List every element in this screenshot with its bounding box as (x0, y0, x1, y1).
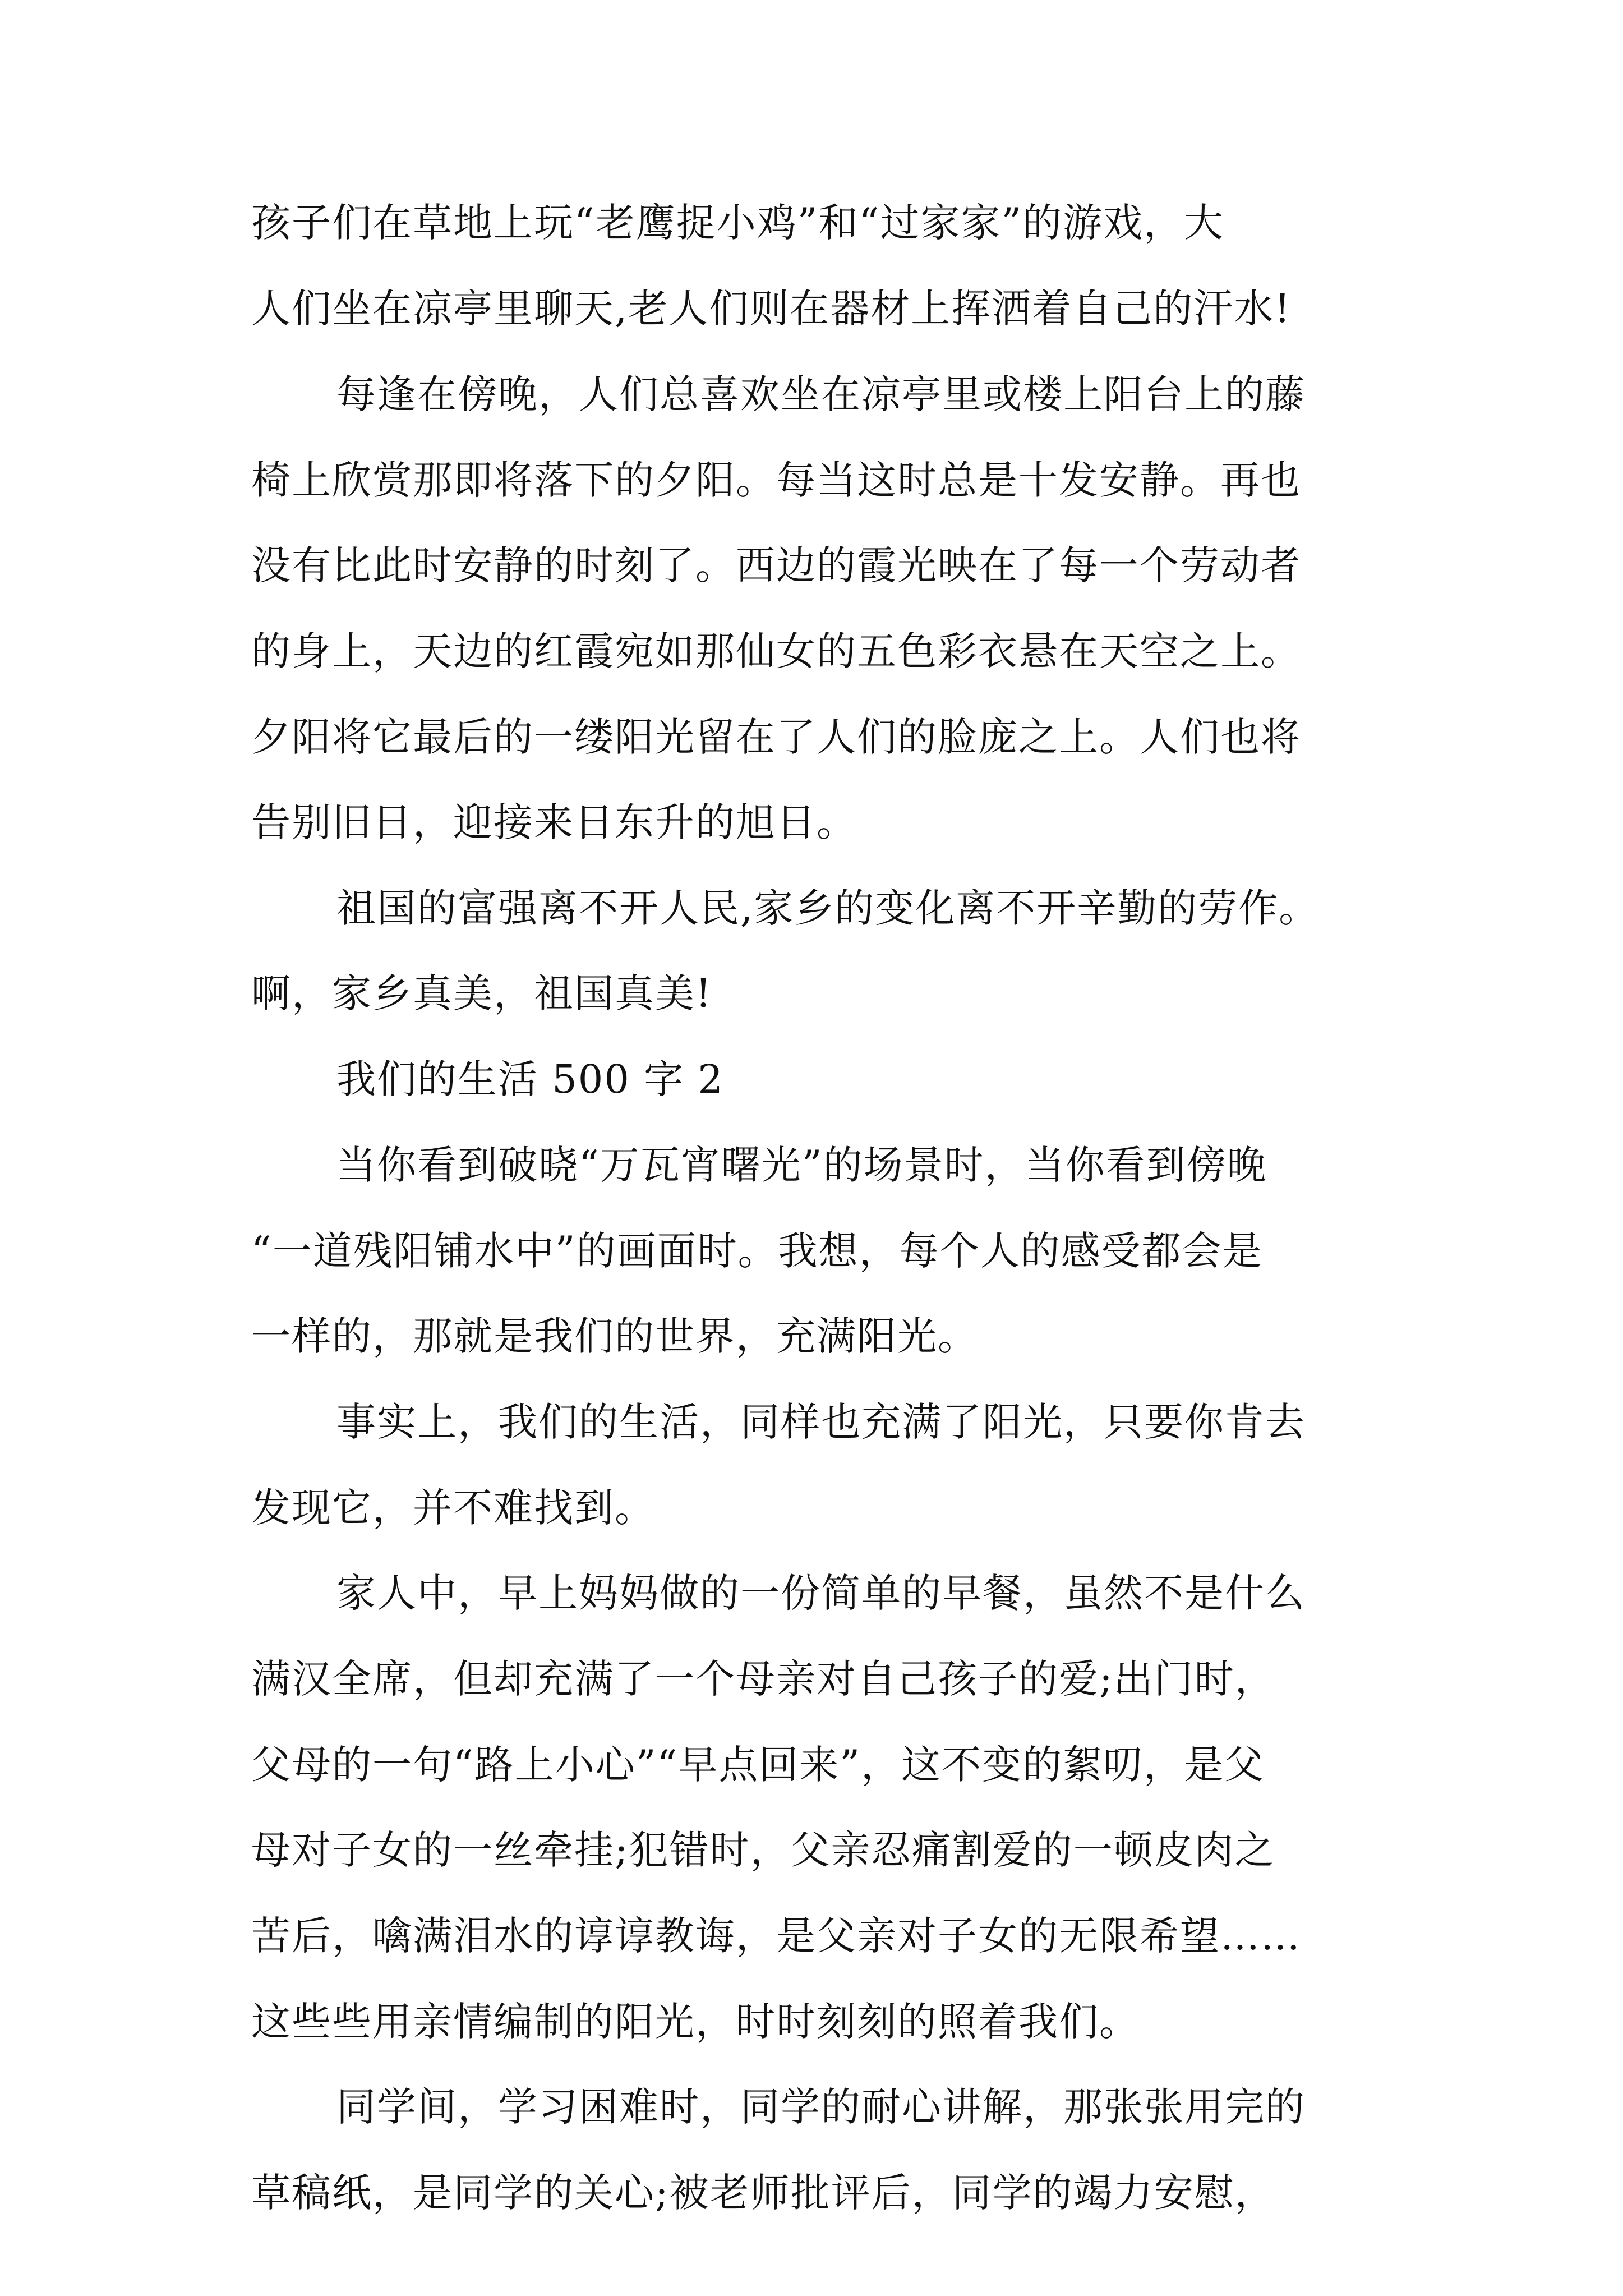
paragraph-first-line: 事实上，我们的生活，同样也充满了阳光，只要你肯去 (336, 1399, 1306, 1445)
text-line: 人们坐在凉亭里聊天,老人们则在器材上挥洒着自己的汗水! (251, 286, 1292, 332)
section-heading: 我们的生活 500 字 2 (336, 1056, 724, 1102)
paragraph-first-line: 同学间，学习困难时，同学的耐心讲解，那张张用完的 (336, 2084, 1306, 2130)
text-line: 这些些用亲情编制的阳光，时时刻刻的照着我们。 (251, 1999, 1140, 2045)
text-line: 的身上，天边的红霞宛如那仙女的五色彩衣悬在天空之上。 (251, 628, 1301, 674)
text-line: 满汉全席，但却充满了一个母亲对自己孩子的爱;出门时， (251, 1656, 1275, 1702)
text-line: 父母的一句“路上小心”“早点回来”，这不变的絮叨，是父 (251, 1742, 1265, 1788)
paragraph-first-line: 当你看到破晓“万瓦宵曙光”的场景时，当你看到傍晚 (336, 1142, 1267, 1188)
text-line: 啊，家乡真美，祖国真美! (251, 970, 713, 1016)
text-line: “一道残阳铺水中”的画面时。我想，每个人的感受都会是 (251, 1228, 1263, 1274)
text-line: 孩子们在草地上玩“老鹰捉小鸡”和“过家家”的游戏，大 (251, 200, 1225, 246)
paragraph-first-line: 家人中，早上妈妈做的一份简单的早餐，虽然不是什么 (336, 1570, 1306, 1616)
text-line: 草稿纸，是同学的关心;被老师批评后，同学的竭力安慰， (251, 2170, 1275, 2216)
paragraph-first-line: 祖国的富强离不开人民,家乡的变化离不开辛勤的劳作。 (336, 885, 1320, 931)
text-line: 发现它，并不难找到。 (251, 1485, 655, 1531)
text-line: 告别旧日，迎接来日东升的旭日。 (251, 799, 857, 845)
text-line: 母对子女的一丝牵挂;犯错时，父亲忍痛割爱的一顿皮肉之 (251, 1827, 1275, 1873)
text-line: 夕阳将它最后的一缕阳光留在了人们的脸庞之上。人们也将 (251, 714, 1301, 760)
text-line: 苦后，噙满泪水的谆谆教诲，是父亲对子女的无限希望…… (251, 1913, 1301, 1959)
paragraph-first-line: 每逢在傍晚，人们总喜欢坐在凉亭里或楼上阳台上的藤 (336, 371, 1306, 417)
text-line: 椅上欣赏那即将落下的夕阳。每当这时总是十发安静。再也 (251, 457, 1301, 503)
text-line: 没有比此时安静的时刻了。西边的霞光映在了每一个劳动者 (251, 542, 1301, 588)
text-line: 一样的，那就是我们的世界，充满阳光。 (251, 1313, 978, 1359)
